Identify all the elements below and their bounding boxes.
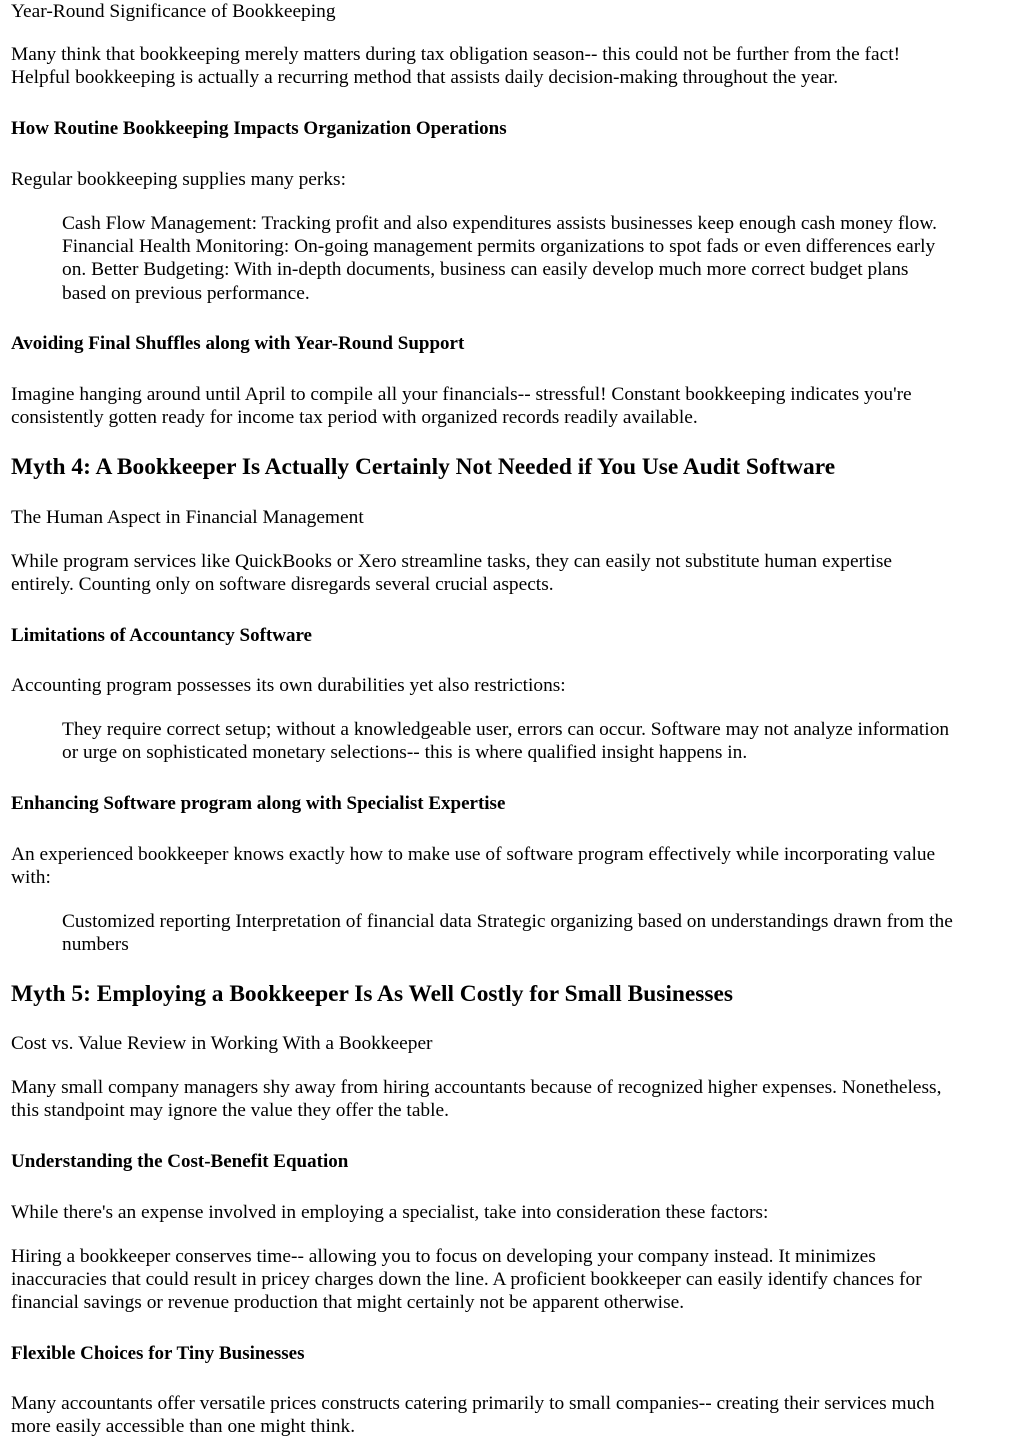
blockquote-line: on. Better Budgeting: With in-depth documents, business can easily develop much more correct budget plans [62, 259, 909, 280]
section-heading: How Routine Bookkeeping Impacts Organization Operations [11, 118, 507, 139]
myth-heading: Myth 5: Employing a Bookkeeper Is As Well Costly for Small Businesses [11, 981, 733, 1007]
paragraph-line: Accounting program possesses its own durabilities yet also restrictions: [11, 675, 566, 696]
paragraph-line: entirely. Counting only on software disregards several crucial aspects. [11, 574, 554, 595]
blockquote-line: Financial Health Monitoring: On-going management permits organizations to spot fads or even differences early [62, 236, 936, 257]
blockquote-line: Cash Flow Management: Tracking profit and also expenditures assists businesses keep enough cash money flow. [62, 213, 937, 234]
paragraph-line: with: [11, 867, 51, 888]
paragraph-line: Many accountants offer versatile prices constructs catering primarily to small companies-- creating their services much [11, 1393, 935, 1414]
myth-heading: Myth 4: A Bookkeeper Is Actually Certainly Not Needed if You Use Audit Software [11, 454, 836, 480]
paragraph-line: Regular bookkeeping supplies many perks: [11, 169, 346, 190]
paragraph-line: Imagine hanging around until April to compile all your financials-- stressful! Constant bookkeeping indicates you're [11, 384, 912, 405]
section-subtitle: Cost vs. Value Review in Working With a Bookkeeper [11, 1033, 433, 1054]
paragraph-line: Many think that bookkeeping merely matters during tax obligation season-- this could not be further from the fact! [11, 44, 901, 65]
paragraph-line: Many small company managers shy away from hiring accountants because of recognized higher expenses. Nonetheless, [11, 1077, 942, 1098]
section-heading: Flexible Choices for Tiny Businesses [11, 1343, 305, 1364]
section-heading: Enhancing Software program along with Specialist Expertise [11, 793, 506, 814]
paragraph-line: While program services like QuickBooks or Xero streamline tasks, they can easily not substitute human expertise [11, 551, 892, 572]
section-heading: Limitations of Accountancy Software [11, 625, 312, 646]
blockquote-line: numbers [62, 934, 129, 955]
paragraph-line: more easily accessible than one might think. [11, 1416, 356, 1437]
blockquote-line: or urge on sophisticated monetary selections-- this is where qualified insight happens in. [62, 742, 748, 763]
paragraph-line: Helpful bookkeeping is actually a recurring method that assists daily decision-making throughout the year. [11, 67, 839, 88]
paragraph-line: While there's an expense involved in employing a specialist, take into consideration these factors: [11, 1202, 769, 1223]
blockquote-line: They require correct setup; without a knowledgeable user, errors can occur. Software may not analyze information [62, 719, 950, 740]
paragraph-line: this standpoint may ignore the value they offer the table. [11, 1100, 449, 1121]
section-heading: Understanding the Cost-Benefit Equation [11, 1151, 349, 1172]
section-heading: Avoiding Final Shuffles along with Year-Round Support [11, 333, 465, 354]
blockquote-line: Customized reporting Interpretation of financial data Strategic organizing based on understandings drawn from the [62, 911, 953, 932]
paragraph-line: Hiring a bookkeeper conserves time-- allowing you to focus on developing your company instead. It minimizes [11, 1246, 876, 1267]
paragraph-line: An experienced bookkeeper knows exactly how to make use of software program effectively while incorporating value [11, 844, 936, 865]
paragraph-line: financial savings or revenue production that might certainly not be apparent otherwise. [11, 1292, 685, 1313]
section-subtitle: The Human Aspect in Financial Management [11, 507, 364, 528]
blockquote-line: based on previous performance. [62, 283, 310, 304]
paragraph-line: consistently gotten ready for income tax period with organized records readily available. [11, 407, 698, 428]
section-subtitle: Year-Round Significance of Bookkeeping [11, 1, 336, 22]
paragraph-line: inaccuracies that could result in pricey charges down the line. A proficient bookkeeper can easily identify chances for [11, 1269, 922, 1290]
